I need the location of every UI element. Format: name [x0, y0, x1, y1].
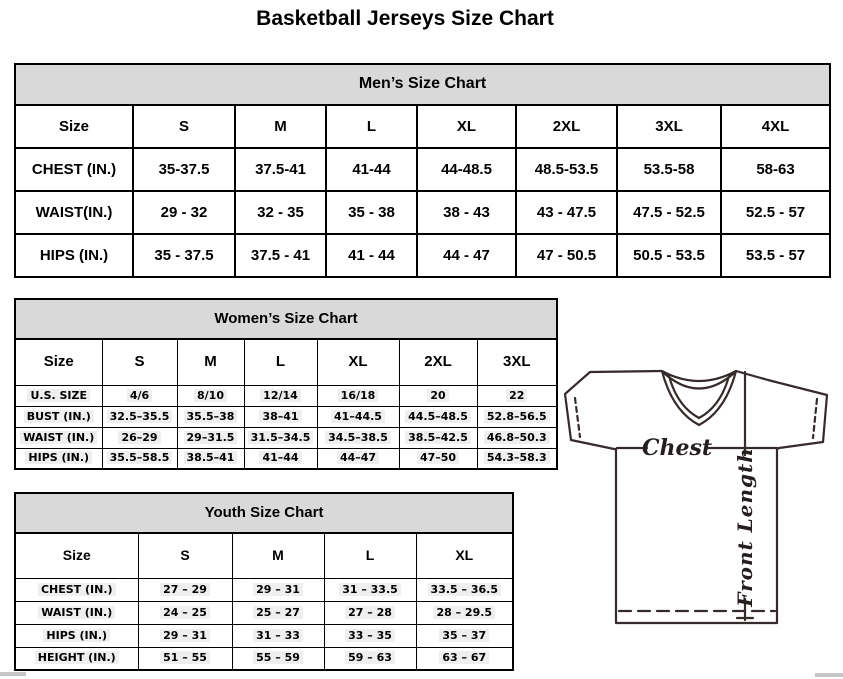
horizontal-scrollbar-fragment-left[interactable] [0, 672, 26, 676]
table-row [15, 339, 557, 385]
mens-chart-title: Men’s Size Chart [15, 64, 830, 105]
cell [324, 601, 416, 624]
row-label-text: WAIST (IN.) [38, 606, 115, 619]
cell [177, 406, 244, 427]
column-header: S [138, 533, 232, 578]
cell-value: 29 - 32 [133, 191, 235, 234]
cell-value: 38.5–41 [184, 451, 238, 464]
cell [477, 406, 557, 427]
row-label-text: HIPS (IN.) [25, 451, 92, 464]
cell [138, 578, 232, 601]
cell-value: 51 – 55 [160, 651, 210, 664]
jersey-outline [565, 371, 827, 623]
table-row [15, 234, 830, 277]
sleeve-stitch-left-dashed [575, 398, 580, 437]
womens-size-chart-table [14, 298, 558, 470]
table-row [15, 299, 557, 339]
table-row [15, 601, 513, 624]
page-title: Basketball Jerseys Size Chart [256, 7, 554, 30]
jersey-collar [662, 371, 736, 425]
youth-chart-title: Youth Size Chart [15, 493, 513, 533]
cell [399, 385, 477, 406]
cell-value: 35.5–38 [184, 410, 238, 423]
cell [416, 578, 513, 601]
cell-value: 50.5 - 53.5 [617, 234, 721, 277]
table-row [15, 105, 830, 148]
cell [477, 448, 557, 469]
cell-value: 47 - 50.5 [516, 234, 617, 277]
cell [244, 427, 317, 448]
column-header: S [102, 339, 177, 385]
column-header: 3XL [477, 339, 557, 385]
cell-value: 41–44.5 [331, 410, 385, 423]
cell [232, 578, 324, 601]
column-header: S [133, 105, 235, 148]
cell-value: 35 - 38 [326, 191, 417, 234]
column-header: 2XL [399, 339, 477, 385]
row-label [15, 448, 102, 469]
table-row [15, 624, 513, 647]
cell-value: 44.5–48.5 [405, 410, 471, 423]
row-label-text: WAIST (IN.) [20, 431, 97, 444]
cell-value: 63 – 67 [439, 651, 489, 664]
cell [416, 601, 513, 624]
row-label-text: BUST (IN.) [24, 410, 94, 423]
cell [477, 385, 557, 406]
cell [324, 578, 416, 601]
cell-value: 26–29 [118, 431, 160, 444]
cell [317, 406, 399, 427]
front-length-label: Front Length [733, 447, 757, 607]
row-label [15, 427, 102, 448]
column-header: L [324, 533, 416, 578]
cell-value: 37.5-41 [235, 148, 326, 191]
column-header: 2XL [516, 105, 617, 148]
column-header: L [326, 105, 417, 148]
horizontal-scrollbar-fragment-right[interactable] [815, 673, 843, 677]
table-row [15, 448, 557, 469]
cell-value: 24 – 25 [160, 606, 210, 619]
cell-value: 38–41 [259, 410, 301, 423]
cell-value: 33 – 35 [345, 629, 395, 642]
cell [324, 624, 416, 647]
cell-value: 4/6 [127, 389, 152, 402]
cell-value: 53.5-58 [617, 148, 721, 191]
size-header-cell: Size [15, 105, 133, 148]
jersey-measurement-diagram [555, 360, 843, 679]
cell-value: 58-63 [721, 148, 830, 191]
cell-value: 41 - 44 [326, 234, 417, 277]
column-header: M [232, 533, 324, 578]
cell-value: 38 - 43 [417, 191, 516, 234]
cell-value: 43 - 47.5 [516, 191, 617, 234]
table-row [15, 578, 513, 601]
column-header: 3XL [617, 105, 721, 148]
table-row [15, 406, 557, 427]
cell-value: 44 - 47 [417, 234, 516, 277]
row-label: WAIST(IN.) [15, 191, 133, 234]
cell-value: 47–50 [417, 451, 459, 464]
column-header: XL [417, 105, 516, 148]
cell-value: 22 [506, 389, 527, 402]
cell [102, 406, 177, 427]
cell-value: 35 - 37.5 [133, 234, 235, 277]
cell [324, 647, 416, 670]
cell [244, 385, 317, 406]
cell-value: 29–31.5 [184, 431, 238, 444]
column-header: M [235, 105, 326, 148]
column-header: M [177, 339, 244, 385]
row-label: HIPS (IN.) [15, 234, 133, 277]
cell-value: 52.5 - 57 [721, 191, 830, 234]
cell-value: 27 – 29 [160, 583, 210, 596]
cell-value: 31.5–34.5 [248, 431, 314, 444]
cell [102, 385, 177, 406]
cell [102, 427, 177, 448]
cell-value: 35.5–58.5 [107, 451, 173, 464]
cell-value: 33.5 – 36.5 [428, 583, 501, 596]
cell-value: 34.5–38.5 [325, 431, 391, 444]
row-label-text: U.S. SIZE [27, 389, 90, 402]
cell-value: 38.5–42.5 [405, 431, 471, 444]
cell-value: 41–44 [259, 451, 301, 464]
youth-size-chart-table [14, 492, 514, 671]
cell-value: 41-44 [326, 148, 417, 191]
cell [399, 448, 477, 469]
cell [177, 448, 244, 469]
cell-value: 32 - 35 [235, 191, 326, 234]
womens-chart-title: Women’s Size Chart [15, 299, 557, 339]
cell-value: 28 – 29.5 [433, 606, 495, 619]
cell [232, 624, 324, 647]
row-label-text: CHEST (IN.) [38, 583, 116, 596]
row-label [15, 624, 138, 647]
cell-value: 8/10 [194, 389, 227, 402]
table-row [15, 427, 557, 448]
table-row [15, 533, 513, 578]
column-header: L [244, 339, 317, 385]
row-label [15, 601, 138, 624]
size-header-cell: Size [15, 533, 138, 578]
cell-value: 35-37.5 [133, 148, 235, 191]
cell [177, 427, 244, 448]
cell-value: 55 – 59 [253, 651, 303, 664]
cell [232, 647, 324, 670]
cell-value: 47.5 - 52.5 [617, 191, 721, 234]
cell-value: 46.8–50.3 [484, 431, 550, 444]
table-row [15, 64, 830, 105]
cell [399, 406, 477, 427]
table-row [15, 191, 830, 234]
row-label-text: HIPS (IN.) [43, 629, 110, 642]
cell-value: 53.5 - 57 [721, 234, 830, 277]
column-header: 4XL [721, 105, 830, 148]
cell-value: 44–47 [337, 451, 379, 464]
cell-value: 29 – 31 [253, 583, 303, 596]
cell-value: 54.3–58.3 [484, 451, 550, 464]
cell-value: 37.5 - 41 [235, 234, 326, 277]
size-header-cell: Size [15, 339, 102, 385]
cell-value: 31 – 33.5 [339, 583, 401, 596]
table-row [15, 647, 513, 670]
chest-label: Chest [641, 435, 713, 461]
cell [102, 448, 177, 469]
cell-value: 35 – 37 [439, 629, 489, 642]
cell [138, 624, 232, 647]
cell [399, 427, 477, 448]
mens-size-chart-table [14, 63, 831, 278]
row-label [15, 406, 102, 427]
row-label-text: HEIGHT (IN.) [35, 651, 119, 664]
cell-value: 44-48.5 [417, 148, 516, 191]
cell-value: 32.5–35.5 [107, 410, 173, 423]
cell-value: 16/18 [338, 389, 379, 402]
table-row [15, 493, 513, 533]
cell [232, 601, 324, 624]
sleeve-stitch-right-dashed [813, 399, 817, 438]
cell [177, 385, 244, 406]
cell [244, 406, 317, 427]
cell-value: 59 – 63 [345, 651, 395, 664]
row-label [15, 385, 102, 406]
cell-value: 25 – 27 [253, 606, 303, 619]
cell-value: 12/14 [260, 389, 301, 402]
cell [317, 448, 399, 469]
cell-value: 27 – 28 [345, 606, 395, 619]
column-header: XL [317, 339, 399, 385]
cell-value: 52.8–56.5 [484, 410, 550, 423]
row-label [15, 578, 138, 601]
cell [416, 647, 513, 670]
table-row [15, 385, 557, 406]
cell-value: 48.5-53.5 [516, 148, 617, 191]
cell [244, 448, 317, 469]
cell [138, 601, 232, 624]
cell [416, 624, 513, 647]
row-label [15, 647, 138, 670]
cell-value: 20 [427, 389, 448, 402]
table-row [15, 148, 830, 191]
column-header: XL [416, 533, 513, 578]
cell [317, 385, 399, 406]
cell [138, 647, 232, 670]
cell [317, 427, 399, 448]
cell-value: 29 – 31 [160, 629, 210, 642]
cell [477, 427, 557, 448]
cell-value: 31 – 33 [253, 629, 303, 642]
row-label: CHEST (IN.) [15, 148, 133, 191]
